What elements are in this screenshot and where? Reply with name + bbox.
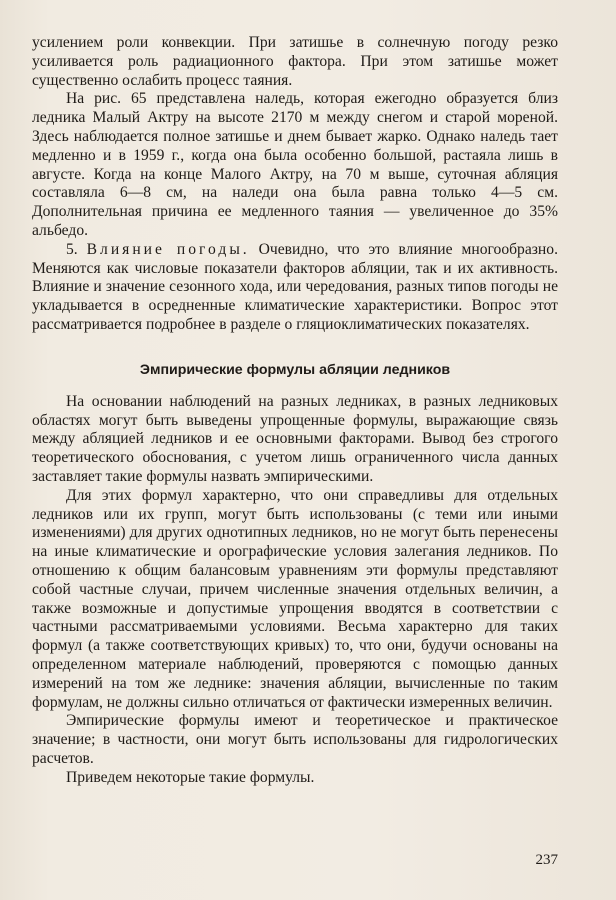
paragraph-empirical-intro: На основании наблюдений на разных ледниках, в разных ледниковых областях могут быть выведены упрощенные формулы, выражающие связь между абляцией ледников и ее основными факторами. Вывод без строгого теоретического обоснования, с учетом лишь ограниченного числа данных заставляет такие формулы назвать эмпирическими.	[32, 392, 558, 485]
paragraph-weather-influence	[32, 241, 558, 335]
paragraph-formula-characteristics: Для этих формул характерно, что они справедливы для отдельных ледников или их групп, могут быть использованы (с теми или иными изменениями) для других однотипных ледников, но не могут быть перенесены на иные климатические и орографические условия залегания ледников. По отношению к общим балансовым уравнениям эти формулы представляют собой частные случаи, причем численные значения отдельных величин, а также возможные и допустимые упрощения вводятся в соответствии с частными рассматриваемыми условиями. Весьма характерно для таких формул (а также соответствующих кривых) то, что они, будучи основаны на определенном материале наблюдений, проверяются с помощью данных измерений на том же леднике: значения абляции, вычисленные по таким формулам, не должны сильно отличаться от фактически измеренных величин.	[32, 486, 558, 711]
paragraph-spaced-title: Влияние погоды.	[86, 240, 250, 258]
paragraph-number: 5.	[66, 240, 78, 258]
paragraph-weather-text: Очевидно, что это влияние многообразно. Меняются как числовые показатели факторов абляции, так и их активность. Влияние и значение сезонного хода, или чередования, разных типов погоды не укладывается в осредненные климатические характеристики. Вопрос этот рассматривается подробнее в разделе о гляциоклиматических показателях.	[32, 240, 558, 333]
paragraph-convection: усилением роли конвекции. При затишье в солнечную погоду резко усиливается роль радиационного фактора. При этом затишье может существенно ослабить процесс таяния.	[32, 34, 558, 89]
section-heading: Эмпирические формулы абляции ледников	[139, 361, 451, 378]
paragraph-formula-intro: Приведем некоторые такие формулы.	[66, 768, 315, 786]
paragraph-naled: На рис. 65 представлена наледь, которая ежегодно образуется близ ледника Малый Актру на высоте 2170 м между снегом и старой мореной. Здесь наблюдается полное затишье и днем бывает жарко. Однако наледь тает медленно и в 1959 г., когда она была особенно большой, растаяла лишь в августе. Когда на конце Малого Актру, на 70 м выше, суточная абляция составляла 6—8 см, на наледи она была равна только 4—5 см. Дополнительная причина ее медленного таяния — увеличенное до 35% альбедо.	[32, 90, 558, 239]
paragraph-formula-significance: Эмпирические формулы имеют и теоретическое и практическое значение; в частности, они могут быть использованы для гидрологических расчетов.	[32, 712, 558, 767]
body-text	[32, 34, 558, 787]
page-number: 237	[535, 852, 558, 868]
